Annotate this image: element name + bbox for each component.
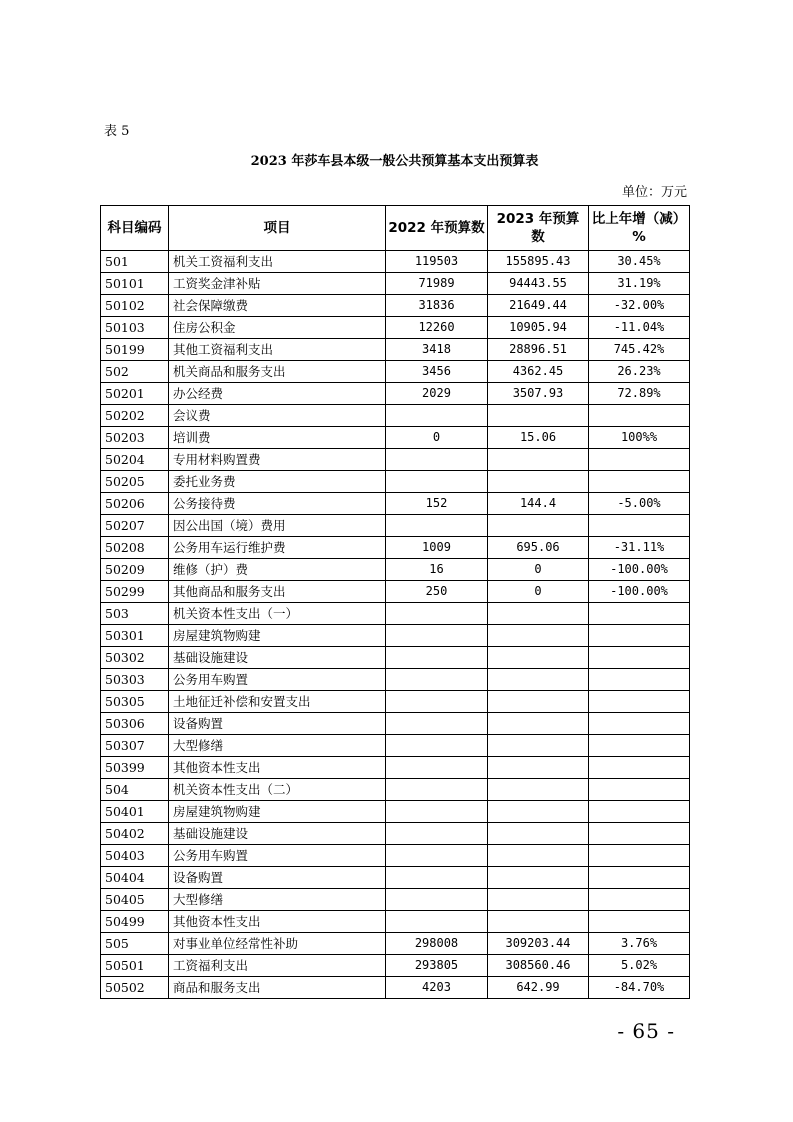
table-row [101,801,690,823]
item-cell: 商品和服务支出 [169,977,386,999]
code-cell: 50405 [101,889,169,911]
code-cell: 50501 [101,955,169,977]
budget-2022-cell [386,691,488,713]
change-cell: -84.70% [589,977,690,999]
budget-2022-cell: 152 [386,493,488,515]
change-cell [589,471,690,493]
budget-2023-cell: 0 [488,559,589,581]
table-row [101,867,690,889]
code-cell: 50203 [101,427,169,449]
change-cell [589,867,690,889]
table-row [101,273,690,295]
code-cell: 50204 [101,449,169,471]
table-row [101,977,690,999]
code-cell: 50499 [101,911,169,933]
change-cell: 100%% [589,427,690,449]
code-cell: 502 [101,361,169,383]
budget-table [100,205,690,999]
table-row [101,515,690,537]
change-cell [589,779,690,801]
unit-label: 单位：万元 [621,185,687,200]
table-row [101,449,690,471]
table-row [101,295,690,317]
change-cell [589,889,690,911]
budget-2023-cell [488,889,589,911]
item-cell: 公务接待费 [169,493,386,515]
budget-2022-cell: 293805 [386,955,488,977]
code-cell: 50303 [101,669,169,691]
budget-2023-cell: 155895.43 [488,251,589,273]
code-cell: 50399 [101,757,169,779]
change-cell [589,713,690,735]
item-cell: 大型修缮 [169,735,386,757]
table-row [101,493,690,515]
code-cell: 501 [101,251,169,273]
change-cell [589,845,690,867]
table-row [101,361,690,383]
budget-2022-cell [386,515,488,537]
change-cell [589,691,690,713]
item-cell: 公务用车购置 [169,845,386,867]
change-cell [589,405,690,427]
item-cell: 专用材料购置费 [169,449,386,471]
table-row [101,757,690,779]
budget-2022-cell [386,603,488,625]
change-cell [589,647,690,669]
change-cell: -100.00% [589,559,690,581]
code-cell: 50307 [101,735,169,757]
item-cell: 机关资本性支出（二） [169,779,386,801]
item-cell: 机关工资福利支出 [169,251,386,273]
header-budget-2022: 2022 年预算数 [386,206,488,251]
budget-2023-cell: 28896.51 [488,339,589,361]
budget-2023-cell [488,405,589,427]
code-cell: 50202 [101,405,169,427]
table-row [101,933,690,955]
code-cell: 50207 [101,515,169,537]
budget-2023-cell [488,603,589,625]
budget-2023-cell [488,691,589,713]
budget-2022-cell: 119503 [386,251,488,273]
code-cell: 50101 [101,273,169,295]
budget-2023-cell: 94443.55 [488,273,589,295]
budget-2022-cell [386,801,488,823]
budget-2023-cell [488,625,589,647]
budget-2022-cell [386,471,488,493]
table-row [101,823,690,845]
change-cell [589,801,690,823]
table-body [101,251,690,999]
change-cell: 3.76% [589,933,690,955]
code-cell: 50201 [101,383,169,405]
item-cell: 基础设施建设 [169,647,386,669]
item-cell: 因公出国（境）费用 [169,515,386,537]
header-code: 科目编码 [101,206,169,251]
item-cell: 其他资本性支出 [169,757,386,779]
budget-2023-cell [488,911,589,933]
code-cell: 50404 [101,867,169,889]
change-cell [589,735,690,757]
table-row [101,559,690,581]
item-cell: 机关资本性支出（一） [169,603,386,625]
item-cell: 设备购置 [169,713,386,735]
item-cell: 公务用车购置 [169,669,386,691]
budget-2023-cell [488,735,589,757]
budget-2023-cell [488,801,589,823]
budget-2023-cell [488,647,589,669]
code-cell: 50302 [101,647,169,669]
budget-2023-cell [488,669,589,691]
change-cell [589,625,690,647]
budget-2023-cell: 4362.45 [488,361,589,383]
budget-2022-cell [386,647,488,669]
change-cell: 30.45% [589,251,690,273]
table-row [101,625,690,647]
item-cell: 大型修缮 [169,889,386,911]
budget-2022-cell [386,713,488,735]
item-cell: 其他商品和服务支出 [169,581,386,603]
budget-2022-cell: 31836 [386,295,488,317]
item-cell: 房屋建筑物购建 [169,801,386,823]
budget-2023-cell: 144.4 [488,493,589,515]
budget-2022-cell [386,735,488,757]
item-cell: 办公经费 [169,383,386,405]
table-row [101,911,690,933]
table-row [101,471,690,493]
budget-2023-cell [488,823,589,845]
change-cell: -5.00% [589,493,690,515]
budget-2022-cell [386,867,488,889]
table-row [101,537,690,559]
budget-2022-cell [386,669,488,691]
table-row [101,691,690,713]
budget-2022-cell: 16 [386,559,488,581]
change-cell: 745.42% [589,339,690,361]
change-cell [589,449,690,471]
code-cell: 50306 [101,713,169,735]
code-cell: 50301 [101,625,169,647]
item-cell: 设备购置 [169,867,386,889]
budget-2022-cell [386,449,488,471]
budget-2023-cell: 3507.93 [488,383,589,405]
budget-2023-cell: 642.99 [488,977,589,999]
header-item: 项目 [169,206,386,251]
budget-2023-cell: 10905.94 [488,317,589,339]
table-row [101,779,690,801]
code-cell: 50403 [101,845,169,867]
page-number: - 65 - [617,1019,675,1043]
item-cell: 社会保障缴费 [169,295,386,317]
code-cell: 50402 [101,823,169,845]
table-row [101,735,690,757]
change-cell: 31.19% [589,273,690,295]
budget-2023-cell [488,757,589,779]
change-cell: -100.00% [589,581,690,603]
budget-2023-cell [488,471,589,493]
budget-2022-cell: 2029 [386,383,488,405]
code-cell: 503 [101,603,169,625]
table-header [101,206,690,251]
budget-2022-cell [386,845,488,867]
table-row [101,647,690,669]
code-cell: 50208 [101,537,169,559]
item-cell: 工资福利支出 [169,955,386,977]
change-cell [589,911,690,933]
budget-2022-cell: 3418 [386,339,488,361]
table-row [101,405,690,427]
budget-2023-cell: 695.06 [488,537,589,559]
change-cell [589,823,690,845]
code-cell: 50205 [101,471,169,493]
budget-2022-cell [386,823,488,845]
header-row [101,206,690,251]
change-cell [589,669,690,691]
item-cell: 工资奖金津补贴 [169,273,386,295]
code-cell: 50102 [101,295,169,317]
item-cell: 基础设施建设 [169,823,386,845]
code-cell: 50299 [101,581,169,603]
table-row [101,383,690,405]
item-cell: 会议费 [169,405,386,427]
budget-2023-cell: 309203.44 [488,933,589,955]
table-row [101,669,690,691]
code-cell: 50502 [101,977,169,999]
change-cell [589,515,690,537]
item-cell: 土地征迁补偿和安置支出 [169,691,386,713]
budget-2022-cell [386,625,488,647]
item-cell: 房屋建筑物购建 [169,625,386,647]
change-cell: -11.04% [589,317,690,339]
budget-2022-cell [386,757,488,779]
budget-2023-cell: 308560.46 [488,955,589,977]
header-change: 比上年增（减）% [589,206,690,251]
code-cell: 50305 [101,691,169,713]
change-cell [589,603,690,625]
budget-2023-cell [488,713,589,735]
header-budget-2023: 2023 年预算数 [488,206,589,251]
change-cell: 26.23% [589,361,690,383]
change-cell: -31.11% [589,537,690,559]
code-cell: 50401 [101,801,169,823]
change-cell: 5.02% [589,955,690,977]
table-row [101,603,690,625]
table-row [101,845,690,867]
budget-2022-cell: 3456 [386,361,488,383]
budget-2022-cell: 298008 [386,933,488,955]
change-cell: -32.00% [589,295,690,317]
table-row [101,889,690,911]
budget-2022-cell [386,889,488,911]
table-row [101,955,690,977]
budget-2023-cell [488,845,589,867]
budget-2023-cell [488,449,589,471]
table-row [101,317,690,339]
table-row [101,251,690,273]
code-cell: 50206 [101,493,169,515]
code-cell: 50199 [101,339,169,361]
budget-2022-cell: 12260 [386,317,488,339]
item-cell: 委托业务费 [169,471,386,493]
table-row [101,339,690,361]
budget-2022-cell: 0 [386,427,488,449]
item-cell: 其他工资福利支出 [169,339,386,361]
item-cell: 对事业单位经常性补助 [169,933,386,955]
budget-2023-cell [488,867,589,889]
table-row [101,427,690,449]
item-cell: 住房公积金 [169,317,386,339]
budget-2022-cell [386,779,488,801]
change-cell: 72.89% [589,383,690,405]
item-cell: 机关商品和服务支出 [169,361,386,383]
item-cell: 维修（护）费 [169,559,386,581]
code-cell: 50103 [101,317,169,339]
item-cell: 培训费 [169,427,386,449]
code-cell: 504 [101,779,169,801]
budget-2023-cell: 15.06 [488,427,589,449]
code-cell: 505 [101,933,169,955]
table-label: 表 5 [104,124,130,139]
budget-2023-cell: 21649.44 [488,295,589,317]
item-cell: 公务用车运行维护费 [169,537,386,559]
budget-2022-cell: 1009 [386,537,488,559]
budget-2023-cell [488,779,589,801]
budget-2022-cell: 4203 [386,977,488,999]
code-cell: 50209 [101,559,169,581]
budget-2023-cell: 0 [488,581,589,603]
budget-2022-cell: 71989 [386,273,488,295]
change-cell [589,757,690,779]
budget-2022-cell: 250 [386,581,488,603]
document-title: 2023 年莎车县本级一般公共预算基本支出预算表 [250,154,539,169]
item-cell: 其他资本性支出 [169,911,386,933]
table-row [101,713,690,735]
budget-2022-cell [386,405,488,427]
budget-2023-cell [488,515,589,537]
budget-2022-cell [386,911,488,933]
table-row [101,581,690,603]
